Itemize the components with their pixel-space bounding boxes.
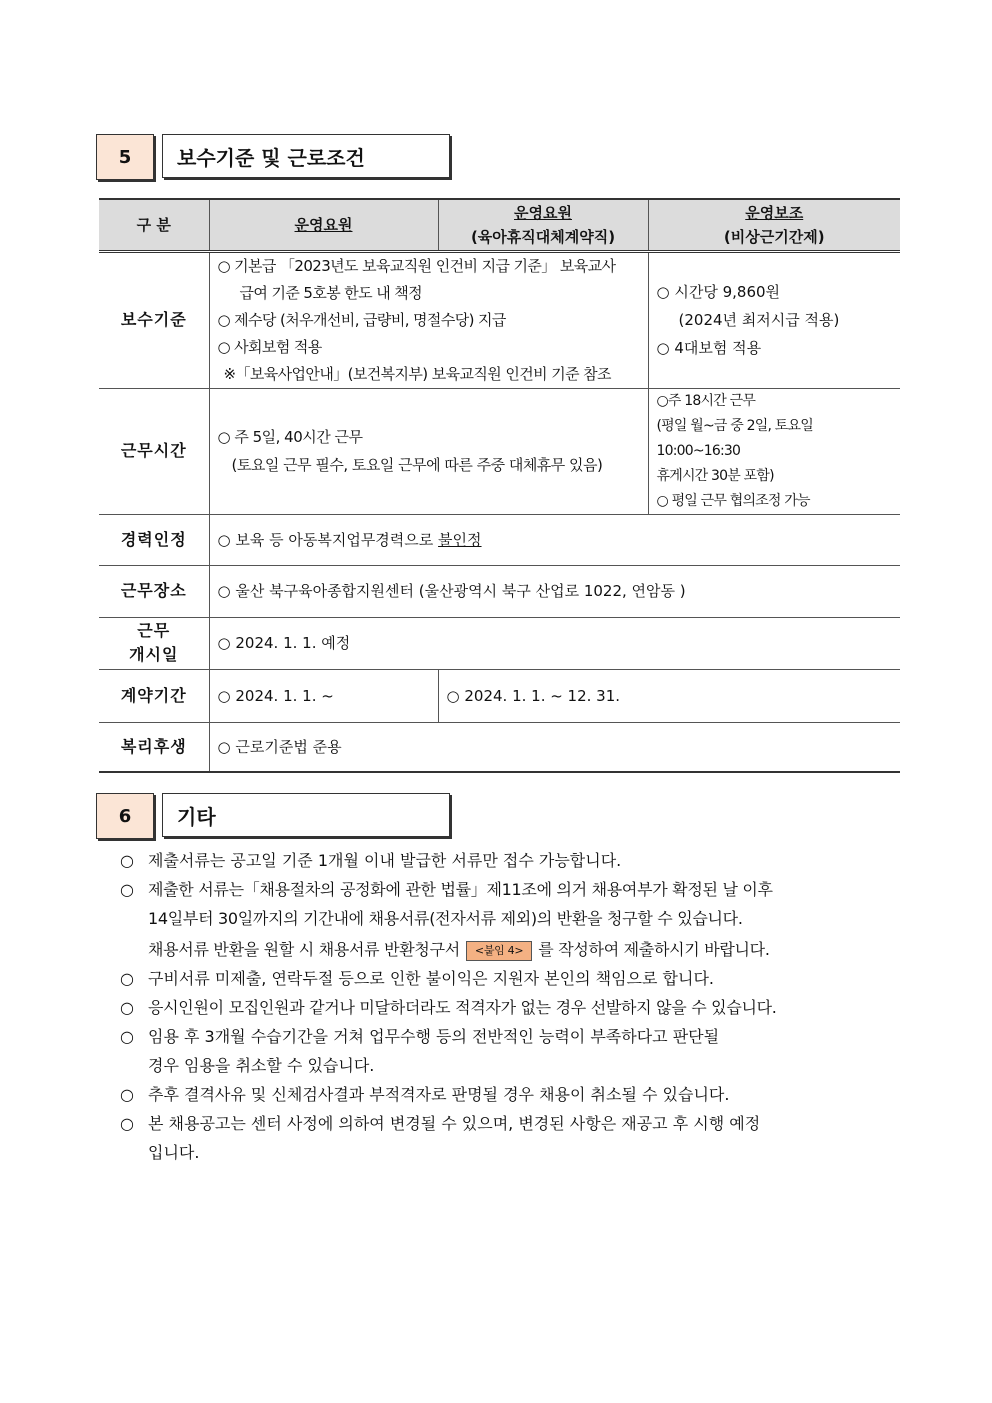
bullet-icon: ○ — [120, 1027, 134, 1046]
section-title: 기타 — [162, 793, 450, 837]
pay-line: ○ 시간당 9,860원 — [656, 283, 781, 301]
row-label: 보수기준 — [99, 251, 209, 388]
list-item — [120, 846, 900, 875]
note-text: 제출한 서류는「채용절차의 공정화에 관한 법률」제11조에 의거 채용여부가 확정된 날 이후 — [148, 880, 773, 899]
hours-line: (평일 월~금 중 2일, 토요일 10:00~16:30 — [656, 417, 813, 459]
career-value: ○ 보육 등 아동복지업무경력으로 — [217, 530, 439, 549]
welfare-value: ○ 근로기준법 준용 — [209, 722, 900, 772]
list-item — [120, 1080, 900, 1109]
note-text: 응시인원이 모집인원과 같거나 미달하더라도 적격자가 없는 경우 선발하지 않을 수 있습니다. — [148, 998, 777, 1017]
list-item — [120, 875, 900, 964]
pay-note: ※「보육사업안내」(보건복지부) 보육교직원 인건비 기준 참조 — [223, 364, 611, 383]
table-header-row — [99, 199, 900, 251]
table-row-hours — [99, 388, 900, 514]
row-label: 계약기간 — [99, 669, 209, 722]
bullet-icon: ○ — [120, 969, 134, 988]
header-staff: 운영요원 — [294, 215, 353, 234]
hours-line: 휴게시간 30분 포함) — [656, 467, 774, 484]
row-label: 근무시간 — [99, 388, 209, 514]
row-label: 복리후생 — [99, 722, 209, 772]
compensation-table — [99, 198, 900, 773]
row-label: 개시일 — [129, 645, 179, 664]
hours-line: (토요일 근무 필수, 토요일 근무에 따른 주중 대체휴무 있음) — [231, 456, 603, 474]
table-row-place — [99, 565, 900, 617]
note-text: 채용서류 반환을 원할 시 채용서류 반환청구서 — [148, 940, 460, 959]
contract-value-staff: ○ 2024. 1. 1. ~ — [209, 669, 438, 722]
note-text: 임용 후 3개월 수습기간을 거쳐 업무수행 등의 전반적인 능력이 부족하다고 판단될 — [148, 1027, 720, 1046]
section-number: 5 — [96, 134, 154, 180]
list-item — [120, 993, 900, 1022]
note-text: 구비서류 미제출, 연락두절 등으로 인한 불이익은 지원자 본인의 책임으로 합니다. — [148, 969, 714, 988]
attachment-tag: <붙임 4> — [466, 941, 532, 961]
note-text: 입니다. — [148, 1143, 200, 1162]
header-staff-substitute-sub: (육아휴직대체계약직) — [470, 227, 616, 246]
list-item — [120, 1109, 900, 1167]
contract-value-substitute: ○ 2024. 1. 1. ~ 12. 31. — [438, 669, 900, 722]
header-category: 구 분 — [99, 199, 209, 251]
row-label: 근무장소 — [99, 565, 209, 617]
start-value: ○ 2024. 1. 1. 예정 — [209, 617, 900, 669]
list-item — [120, 964, 900, 993]
header-assistant-sub: (비상근기간제) — [723, 227, 825, 246]
row-label: 경력인정 — [99, 514, 209, 565]
section-number: 6 — [96, 793, 154, 839]
table-row-career — [99, 514, 900, 565]
note-text: 제출서류는 공고일 기준 1개월 이내 발급한 서류만 접수 가능합니다. — [148, 851, 622, 870]
header-staff-substitute: 운영요원 — [514, 203, 572, 222]
note-text: 를 작성하여 제출하시기 바랍니다. — [538, 940, 770, 959]
section-5-header — [96, 134, 452, 180]
hours-line: ○주 18시간 근무 — [656, 392, 756, 409]
note-text: 경우 임용을 취소할 수 있습니다. — [148, 1056, 375, 1075]
bullet-icon: ○ — [120, 851, 134, 870]
pay-line: (2024년 최저시급 적용) — [678, 311, 840, 329]
section-6-header — [96, 793, 452, 839]
table-row-pay — [99, 251, 900, 388]
pay-line: ○ 제수당 (처우개선비, 급량비, 명절수당) 지급 — [217, 310, 506, 329]
notes-list — [120, 846, 900, 1167]
table-row-contract — [99, 669, 900, 722]
career-value-emph: 불인정 — [438, 530, 482, 549]
pay-line: ○ 기본급 「2023년도 보육교직원 인건비 지급 기준」 보육교사 — [217, 256, 616, 275]
pay-line: ○ 사회보험 적용 — [217, 337, 322, 356]
place-value: ○ 울산 북구육아종합지원센터 (울산광역시 북구 산업로 1022, 연암동 ) — [209, 565, 900, 617]
hours-line: ○ 평일 근무 협의조정 가능 — [656, 492, 810, 509]
bullet-icon: ○ — [120, 998, 134, 1017]
header-assistant: 운영보조 — [745, 203, 804, 222]
note-text: 14일부터 30일까지의 기간내에 채용서류(전자서류 제외)의 반환을 청구할 수 있습니다. — [148, 909, 743, 928]
note-text: 본 채용공고는 센터 사정에 의하여 변경될 수 있으며, 변경된 사항은 재공고 후 시행 예정 — [148, 1114, 761, 1133]
pay-line: 급여 기준 5호봉 한도 내 책정 — [239, 283, 423, 302]
note-text: 추후 결격사유 및 신체검사결과 부적격자로 판명될 경우 채용이 취소될 수 있습니다. — [148, 1085, 730, 1104]
bullet-icon: ○ — [120, 1114, 134, 1133]
row-label: 근무 — [137, 621, 171, 640]
list-item — [120, 1022, 900, 1080]
table-row-welfare — [99, 722, 900, 772]
bullet-icon: ○ — [120, 880, 134, 899]
hours-line: ○ 주 5일, 40시간 근무 — [217, 428, 363, 446]
pay-line: ○ 4대보험 적용 — [656, 339, 762, 357]
section-title: 보수기준 및 근로조건 — [162, 134, 450, 178]
bullet-icon: ○ — [120, 1085, 134, 1104]
table-row-start — [99, 617, 900, 669]
